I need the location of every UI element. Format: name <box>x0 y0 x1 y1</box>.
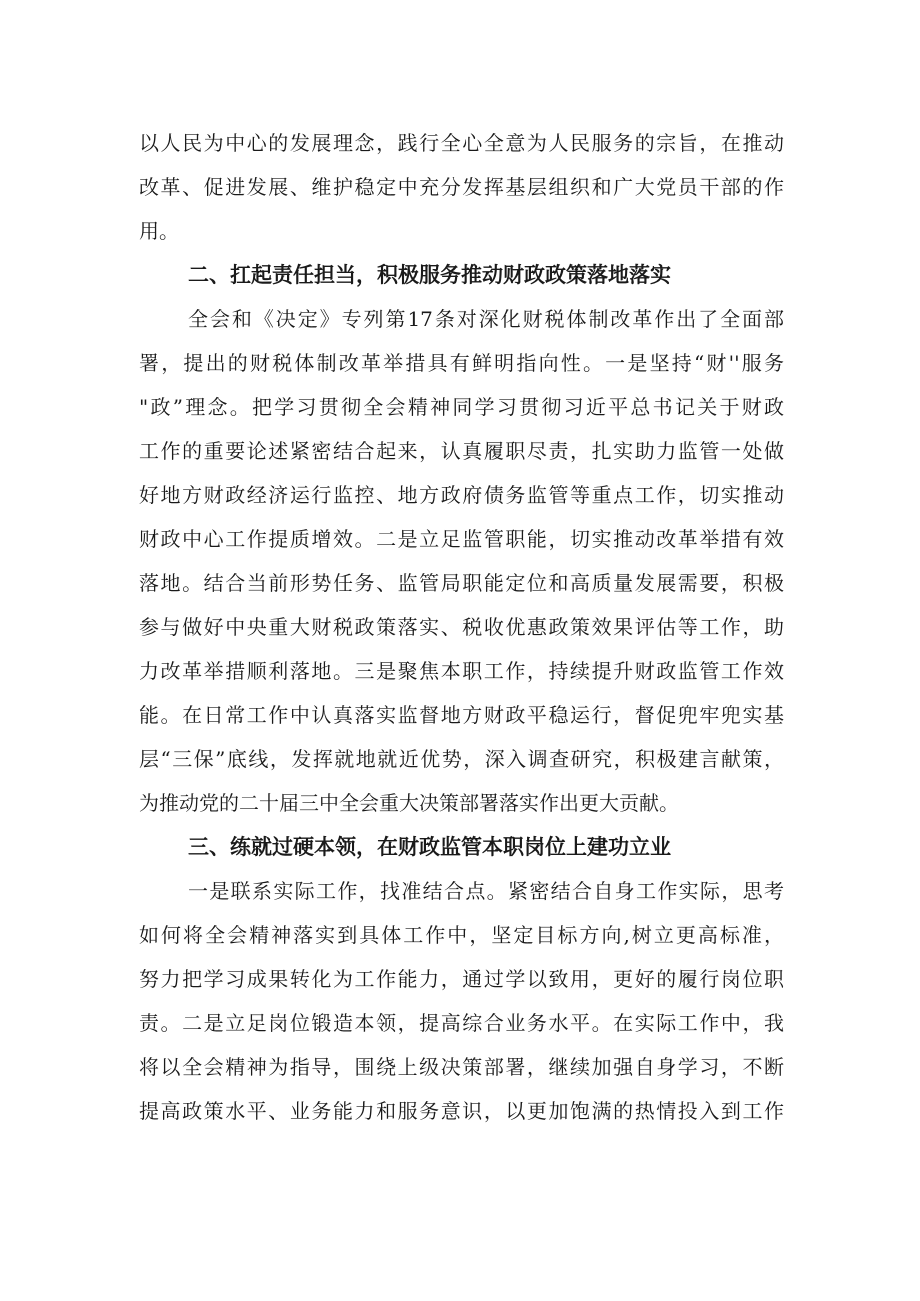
body-text-line: 落地。结合当前形势任务、监管局职能定位和高质量发展需要，积极 <box>139 571 784 595</box>
body-text-line: 能。在日常工作中认真落实监督地方财政平稳运行，督促兜牢兜实基 <box>139 703 784 727</box>
body-text-line: 将以全会精神为指导，围绕上级决策部署，继续加强自身学习，不断 <box>139 1055 784 1079</box>
body-text-line: 改革、促进发展、维护稳定中充分发挥基层组织和广大党员干部的作 <box>139 175 784 199</box>
body-text-line: 工作的重要论述紧密结合起来，认真履职尽责，扎实助力监管一处做 <box>139 439 784 463</box>
body-text-line: 如何将全会精神落实到具体工作中，坚定目标方向,树立更高标准， <box>139 923 784 947</box>
section-heading-3: 三、练就过硬本领，在财政监管本职岗位上建功立业 <box>188 835 671 859</box>
body-text-line: 以人民为中心的发展理念，践行全心全意为人民服务的宗旨，在推动 <box>139 131 784 155</box>
body-text-line: 一是联系实际工作，找准结合点。紧密结合自身工作实际，思考 <box>188 879 784 903</box>
body-text-line: 用。 <box>139 219 179 243</box>
body-text-line: 层“三保”底线，发挥就地就近优势，深入调查研究，积极建言献策， <box>139 747 784 771</box>
body-text-line: 署，提出的财税体制改革举措具有鲜明指向性。一是坚持“财''服务 <box>139 351 784 375</box>
body-text-line: 全会和《决定》专列第17条对深化财税体制改革作出了全面部 <box>188 307 784 331</box>
body-text-line: 好地方财政经济运行监控、地方政府债务监管等重点工作，切实推动 <box>139 483 784 507</box>
body-text-line: 责。二是立足岗位锻造本领，提高综合业务水平。在实际工作中，我 <box>139 1011 784 1035</box>
body-text-line: 提高政策水平、业务能力和服务意识，以更加饱满的热情投入到工作 <box>139 1099 784 1123</box>
body-text-line: 财政中心工作提质增效。二是立足监管职能，切实推动改革举措有效 <box>139 527 784 551</box>
body-text-line: 参与做好中央重大财税政策落实、税收优惠政策效果评估等工作，助 <box>139 615 784 639</box>
body-text-line: 为推动党的二十届三中全会重大决策部署落实作出更大贡献。 <box>139 791 679 815</box>
body-text-line: 努力把学习成果转化为工作能力，通过学以致用，更好的履行岗位职 <box>139 967 784 991</box>
section-heading-2: 二、扛起责任担当，积极服务推动财政政策落地落实 <box>188 263 671 287</box>
body-text-line: 力改革举措顺利落地。三是聚焦本职工作，持续提升财政监管工作效 <box>139 659 784 683</box>
body-text-line: "政”理念。把学习贯彻全会精神同学习贯彻习近平总书记关于财政 <box>139 395 784 419</box>
